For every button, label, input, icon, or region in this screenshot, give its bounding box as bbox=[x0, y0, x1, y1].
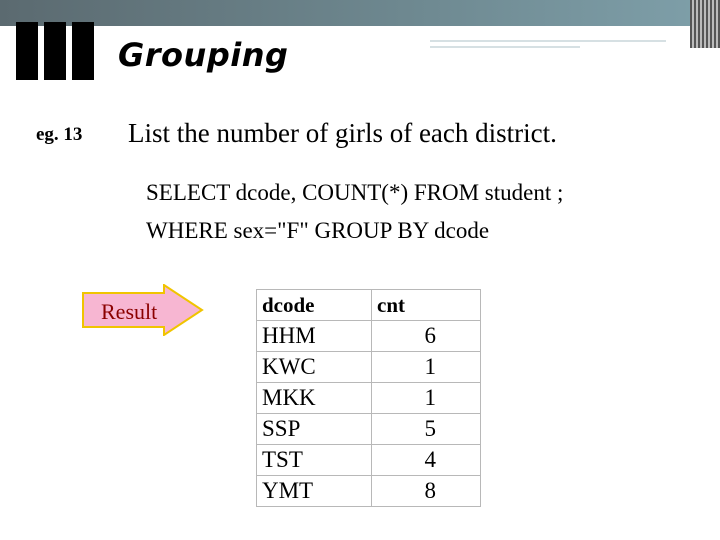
table-row bbox=[257, 445, 481, 476]
cell-cnt: 6 bbox=[372, 321, 481, 352]
cell-cnt: 5 bbox=[372, 414, 481, 445]
cell-cnt: 1 bbox=[372, 352, 481, 383]
cell-dcode: YMT bbox=[257, 476, 372, 507]
table-row bbox=[257, 352, 481, 383]
decor-line-1 bbox=[430, 40, 666, 42]
cell-cnt: 4 bbox=[372, 445, 481, 476]
sql-line-select: SELECT dcode, COUNT(*) FROM student ; bbox=[146, 180, 564, 205]
cell-dcode: KWC bbox=[257, 352, 372, 383]
example-prompt: List the number of girls of each district. bbox=[128, 118, 557, 148]
top-banner bbox=[0, 0, 720, 26]
cell-dcode: MKK bbox=[257, 383, 372, 414]
numeral-stroke bbox=[72, 22, 94, 80]
table-row bbox=[257, 476, 481, 507]
table-row bbox=[257, 383, 481, 414]
cell-dcode: HHM bbox=[257, 321, 372, 352]
result-label: Result bbox=[101, 299, 158, 324]
section-numeral bbox=[16, 22, 104, 80]
cell-dcode: TST bbox=[257, 445, 372, 476]
example-label: eg. 13 bbox=[36, 124, 83, 145]
table-row bbox=[257, 321, 481, 352]
corner-decoration bbox=[690, 0, 720, 48]
column-header-dcode: dcode bbox=[257, 290, 372, 321]
cell-cnt: 1 bbox=[372, 383, 481, 414]
table-header-row bbox=[257, 290, 481, 321]
column-header-cnt: cnt bbox=[372, 290, 481, 321]
decor-line-2 bbox=[430, 46, 580, 48]
result-table bbox=[256, 289, 481, 507]
numeral-stroke bbox=[44, 22, 66, 80]
table-row bbox=[257, 414, 481, 445]
cell-cnt: 8 bbox=[372, 476, 481, 507]
sql-line-where: WHERE sex="F" GROUP BY dcode bbox=[146, 218, 490, 243]
numeral-stroke bbox=[16, 22, 38, 80]
cell-dcode: SSP bbox=[257, 414, 372, 445]
slide-title: Grouping bbox=[118, 36, 289, 74]
